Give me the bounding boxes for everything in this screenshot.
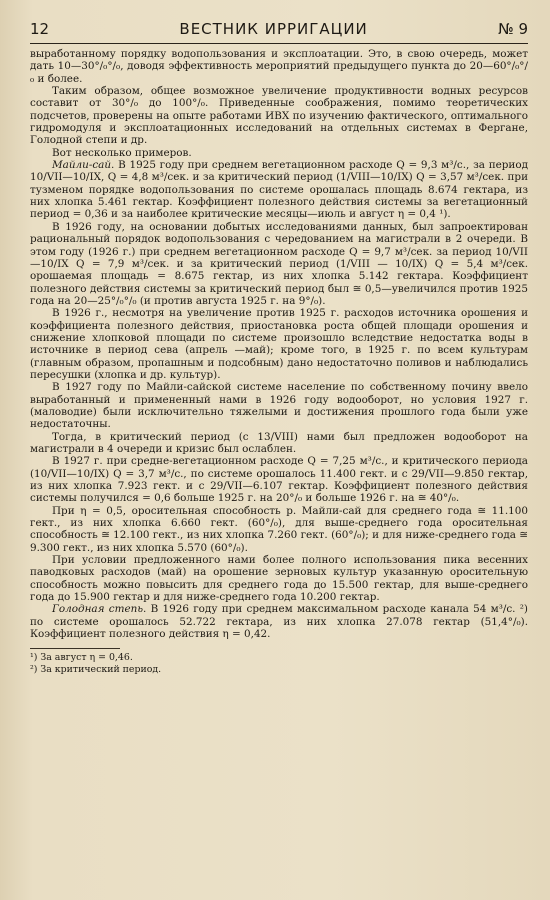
running-head <box>30 20 528 44</box>
page-number: 12 <box>30 20 50 38</box>
paragraph-text: В 1925 году при среднем вегетационном расходе Q = 9,3 м³/с., за период 10/VII—10/IX, Q = 4,8 м³/сек. и за критический период (1/VIII—10/IX) Q = 3,57 м³/сек. при тузменом порядке водопользования по системе орошалась площадь 8.674 гектара, из них хлопка 5.461 гектар. Коэффициент полезного действия системы за вегетационный период = 0,36 и за наиболее критические месяцы—июль и август η = 0,4 ¹). <box>30 159 528 221</box>
paragraph <box>30 159 528 221</box>
paragraph: В 1927 году по Майли-сайской системе население по собственному почину ввело выработанный и примененный нами в 1926 году водооборот, но условия 1927 г. (маловодие) были исключительно тяжелыми и достижения прошлого года были уже недостаточны. <box>30 381 528 431</box>
paragraph: Вот несколько примеров. <box>52 146 192 159</box>
journal-title: ВЕСТНИК ИРРИГАЦИИ <box>179 20 368 38</box>
paragraph: Таким образом, общее возможное увеличение продуктивности водных ресурсов составит от 30°/₀ до 100°/₀. Приведенные соображения, помимо теоретических подсчетов, проверены на опыте работами ИВХ по изучению фактического, оптимального гидромодуля и эксплоатационных исследований на отдельных системах в Фергане, Голодной степи и др. <box>30 85 528 147</box>
issue-number: № 9 <box>498 20 528 38</box>
paragraph: В 1926 г., несмотря на увеличение против 1925 г. расходов источника орошения и коэффициента полезного действия, приостановка роста общей площади орошения и снижение хлопковой площади по системе произошло вследствие недостатка воды в источнике в период сева (апрель —май); кроме того, в 1925 г. по всем культурам (главным образом, пропашным и подсобным) дано недостаточно поливов и наблюдались пересушки (хлопка и др. культур). <box>30 307 528 381</box>
article-body <box>30 48 528 641</box>
paragraph: При η = 0,5, оросительная способность р. Майли-сай для среднего года ≅ 11.100 гект., из них хлопка 6.660 гект. (60°/₀), для выше-среднего года оросительная способность ≅ 12.100 гект., из них хлопка 7.260 гект. (60°/₀); и для ниже-среднего года ≅ 9.300 гект., из них хлопка 5.570 (60°/₀). <box>30 504 528 554</box>
paragraph: выработанному порядку водопользования и эксплоатации. Это, в свою очередь, может дать 10—30°/₀°/₀, доводя эффективность мероприятий предыдущего пункта до 20—60°/₀°/₀ и более. <box>30 48 528 85</box>
paragraph: Тогда, в критический период (с 13/VIII) нами был предложен водооборот на магистрали в 4 очереди и кризис был ослаблен. <box>30 430 528 455</box>
paragraph: В 1927 г. при средне-вегетационном расходе Q = 7,25 м³/с., и критического периода (10/VII—10/IX) Q = 3,7 м³/с., по системе орошалось 11.400 гект. и с 29/VII—9.850 гектар, из них хлопка 7.923 гект. и с 29/VII—6.107 гектар. Коэффициент полезного действия системы получился = 0,6 больше 1925 г. на 20°/₀ и больше 1926 г. на ≅ 40°/₀. <box>30 455 528 505</box>
footnote: ¹) За август η = 0,46. <box>30 651 133 663</box>
section-lead: Голодная степь. <box>52 603 147 616</box>
paragraph <box>30 603 528 640</box>
footnote: ²) За критический период. <box>30 663 162 675</box>
paragraph: В 1926 году, на основании добытых исследованиями данных, был запроектирован рациональный порядок водопользования с чередованием на магистрали в 2 очереди. В этом году (1926 г.) при среднем вегетационном расходе Q = 9,7 м³/сек. за период 10/VII—10/IX Q = 7,9 м³/сек. и за критический период (1/VIII — 10/IX) Q = 5,4 м³/сек. орошаемая площадь = 8.675 гектар, из них хлопка 5.142 гектара. Коэффициент полезного действия системы за критический период был ≅ 0,5—увеличился против 1925 года на 20—25°/₀°/₀ (и против августа 1925 г. на 9°/₀). <box>30 220 528 307</box>
footnotes <box>30 648 162 676</box>
paragraph: При условии предложенного нами более полного использования пика весенних паводковых расходов (май) на орошение зерновых культур указанную оросительную способность можно повысить для среднего года до 15.500 гектар, для выше-среднего года до 15.900 гектар и для ниже-среднего года 10.200 гектар. <box>30 554 528 604</box>
section-lead: Майли-сай. <box>52 159 115 172</box>
paragraph-text: В 1926 году при среднем максимальном расходе канала 54 м³/с. ²) по системе орошалось 52.722 гектара, из них хлопка 27.078 гектар (51,4°/₀). Коэффициент полезного действия η = 0,42. <box>30 603 528 641</box>
